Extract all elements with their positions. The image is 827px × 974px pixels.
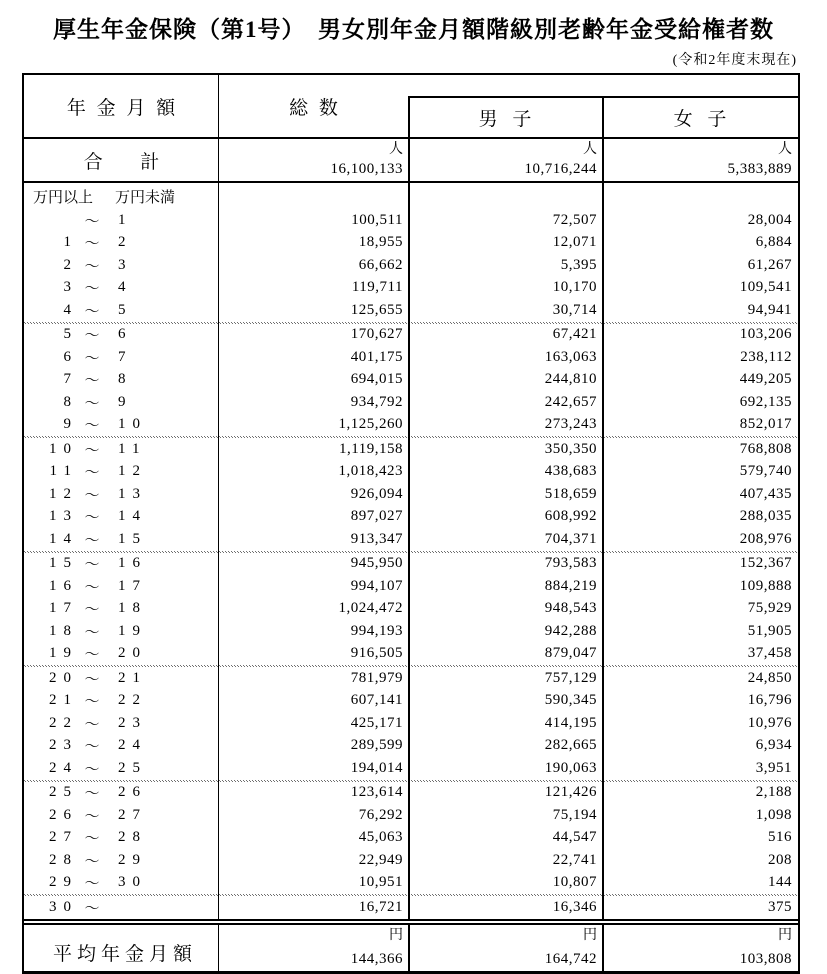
range-lower-value: 24 <box>49 759 78 776</box>
range-label <box>24 735 219 756</box>
table-row <box>24 438 798 461</box>
average-row-label: 平均年金月額 <box>53 943 198 965</box>
cell-female: 3,951 <box>755 759 792 776</box>
cell-female: 1,098 <box>755 806 792 823</box>
range-tilde: ～ <box>84 694 100 711</box>
cell-female: 103,206 <box>739 326 792 343</box>
unit-yen: 円 <box>583 927 597 943</box>
average-cell-female <box>603 925 798 971</box>
table-row <box>24 414 798 437</box>
range-label <box>24 439 219 460</box>
cell-total: 22,949 <box>358 851 403 868</box>
range-label <box>24 414 219 435</box>
range-upper-value: 30 <box>118 874 147 891</box>
range-label <box>24 461 219 482</box>
range-lower-value: 29 <box>49 874 78 891</box>
range-header-row <box>24 183 798 209</box>
table-row <box>24 896 798 919</box>
table-row <box>24 277 798 300</box>
range-lower-value: 26 <box>49 806 78 823</box>
range-lower-value: 27 <box>49 829 78 846</box>
cell-female: 852,017 <box>739 416 792 433</box>
range-upper-value: 17 <box>118 577 147 594</box>
cell-female: 94,941 <box>747 301 792 318</box>
cell-male: 22,741 <box>552 851 597 868</box>
cell-male: 10,807 <box>552 874 597 891</box>
range-lower-value: 7 <box>63 371 78 388</box>
cell-female: 75,929 <box>747 600 792 617</box>
range-tilde: ～ <box>84 876 100 893</box>
range-label <box>24 713 219 734</box>
range-lower-value: 12 <box>49 485 78 502</box>
table-row <box>24 506 798 529</box>
range-upper-value: 24 <box>118 737 147 754</box>
table-row <box>24 804 798 827</box>
cell-male: 75,194 <box>552 806 597 823</box>
table-row <box>24 849 798 872</box>
range-tilde: ～ <box>84 465 100 482</box>
cell-male: 12,071 <box>552 234 597 251</box>
header-total: 総 数 <box>289 97 338 119</box>
range-upper-value: 28 <box>118 829 147 846</box>
range-lower-value: 13 <box>49 508 78 525</box>
range-tilde: ～ <box>84 303 100 320</box>
average-value-male: 164,742 <box>544 950 597 967</box>
range-upper-value: 29 <box>118 851 147 868</box>
table-row <box>24 391 798 414</box>
range-upper-value: 7 <box>118 348 133 365</box>
average-value-total: 144,366 <box>350 950 403 967</box>
range-upper-value: 20 <box>118 645 147 662</box>
range-lower-value: 21 <box>49 692 78 709</box>
table-row <box>24 667 798 690</box>
range-tilde: ～ <box>84 761 100 778</box>
range-lower-value: 6 <box>63 348 78 365</box>
table-row <box>24 346 798 369</box>
range-lower-value: 23 <box>49 737 78 754</box>
range-label <box>24 347 219 368</box>
range-label <box>24 484 219 505</box>
cell-female: 10,976 <box>747 714 792 731</box>
cell-total: 119,711 <box>351 279 403 296</box>
range-header-upper: 万円未満 <box>115 189 176 206</box>
range-lower-value: 11 <box>49 463 78 480</box>
cell-male: 704,371 <box>544 530 597 547</box>
column-divider-3 <box>602 96 604 971</box>
cell-total: 66,662 <box>358 256 403 273</box>
cell-total: 916,505 <box>350 645 403 662</box>
range-label <box>24 897 219 918</box>
range-upper-value: 6 <box>118 326 133 343</box>
cell-male: 757,129 <box>544 669 597 686</box>
range-label <box>24 277 219 298</box>
range-upper-value: 26 <box>118 784 147 801</box>
range-label <box>24 621 219 642</box>
table-row <box>24 620 798 643</box>
cell-total: 45,063 <box>358 829 403 846</box>
cell-female: 152,367 <box>739 555 792 572</box>
range-lower-value: 16 <box>49 577 78 594</box>
range-lower-value: 10 <box>49 440 78 457</box>
date-note: (令和2年度末現在) <box>672 53 797 68</box>
cell-male: 948,543 <box>544 600 597 617</box>
range-tilde: ～ <box>84 716 100 733</box>
range-lower-value: 2 <box>63 256 78 273</box>
cell-male: 16,346 <box>552 898 597 915</box>
range-label <box>24 232 219 253</box>
range-tilde: ～ <box>84 853 100 870</box>
column-divider-2 <box>408 96 410 971</box>
unit-yen: 円 <box>778 927 792 943</box>
table-row <box>24 782 798 805</box>
cell-female: 6,934 <box>755 737 792 754</box>
cell-total: 994,107 <box>350 577 403 594</box>
range-tilde: ～ <box>84 350 100 367</box>
table-row <box>24 369 798 392</box>
table-row <box>24 872 798 895</box>
cell-female: 28,004 <box>747 211 792 228</box>
range-label <box>24 758 219 779</box>
cell-male: 884,219 <box>544 577 597 594</box>
cell-male: 10,170 <box>552 279 597 296</box>
cell-total: 16,721 <box>358 898 403 915</box>
range-upper-value: 12 <box>118 463 147 480</box>
range-label <box>24 782 219 803</box>
cell-male: 72,507 <box>552 211 597 228</box>
range-label <box>24 210 219 231</box>
range-upper-value: 3 <box>118 256 133 273</box>
table-row <box>24 690 798 713</box>
cell-female: 288,035 <box>739 508 792 525</box>
range-tilde: ～ <box>84 373 100 390</box>
range-tilde: ～ <box>84 281 100 298</box>
cell-male: 121,426 <box>544 784 597 801</box>
range-tilde: ～ <box>84 579 100 596</box>
cell-male: 242,657 <box>544 393 597 410</box>
range-lower-value: 9 <box>63 416 78 433</box>
table-header <box>24 75 798 139</box>
cell-male: 438,683 <box>544 463 597 480</box>
cell-male: 608,992 <box>544 508 597 525</box>
range-lower-value: 19 <box>49 645 78 662</box>
table-row <box>24 299 798 322</box>
cell-female: 51,905 <box>747 622 792 639</box>
cell-female: 375 <box>768 898 792 915</box>
cell-male: 30,714 <box>552 301 597 318</box>
range-tilde: ～ <box>84 487 100 504</box>
cell-female: 24,850 <box>747 669 792 686</box>
range-label <box>24 255 219 276</box>
range-tilde: ～ <box>84 328 100 345</box>
range-tilde: ～ <box>84 647 100 664</box>
average-cell-total <box>219 925 409 971</box>
cell-total: 1,119,158 <box>339 440 403 457</box>
range-lower-value: 18 <box>49 622 78 639</box>
range-upper-value: 11 <box>118 440 147 457</box>
cell-male: 273,243 <box>544 416 597 433</box>
range-upper-value: 16 <box>118 555 147 572</box>
pension-table <box>22 73 800 974</box>
header-female: 女 子 <box>673 109 727 130</box>
range-label <box>24 529 219 550</box>
unit-person: 人 <box>389 142 403 157</box>
total-row <box>24 139 798 183</box>
range-label <box>24 392 219 413</box>
cell-male: 5,395 <box>560 256 597 273</box>
range-upper-value: 9 <box>118 393 133 410</box>
unit-person: 人 <box>583 142 597 157</box>
range-upper-value: 10 <box>118 416 147 433</box>
range-tilde: ～ <box>84 395 100 412</box>
range-tilde: ～ <box>84 739 100 756</box>
average-cell-male <box>409 925 603 971</box>
range-lower-value: 14 <box>49 530 78 547</box>
cell-female: 6,884 <box>755 234 792 251</box>
range-lower-value: 4 <box>63 301 78 318</box>
range-upper-value: 23 <box>118 714 147 731</box>
cell-female: 208 <box>768 851 792 868</box>
cell-total: 913,347 <box>350 530 403 547</box>
range-tilde: ～ <box>84 602 100 619</box>
cell-total: 1,125,260 <box>338 416 403 433</box>
header-male: 男 子 <box>478 109 532 130</box>
range-label <box>24 506 219 527</box>
cell-male: 793,583 <box>544 555 597 572</box>
cell-female: 109,888 <box>739 577 792 594</box>
range-tilde: ～ <box>84 236 100 253</box>
range-label <box>24 300 219 321</box>
cell-total: 694,015 <box>350 371 403 388</box>
total-value-total: 16,100,133 <box>330 161 403 177</box>
range-label <box>24 598 219 619</box>
table-row <box>24 757 798 780</box>
range-lower-value: 8 <box>63 393 78 410</box>
range-upper-value: 21 <box>118 669 147 686</box>
range-tilde: ～ <box>84 510 100 527</box>
range-lower-value: 20 <box>49 669 78 686</box>
cell-total: 125,655 <box>350 301 403 318</box>
total-row-label: 合 計 <box>83 151 160 173</box>
table-row <box>24 643 798 666</box>
table-row <box>24 324 798 347</box>
cell-female: 449,205 <box>739 371 792 388</box>
range-label <box>24 324 219 345</box>
cell-female: 109,541 <box>739 279 792 296</box>
cell-female: 768,808 <box>739 440 792 457</box>
range-lower-value: 5 <box>63 326 78 343</box>
cell-male: 879,047 <box>544 645 597 662</box>
range-upper-value: 2 <box>118 234 133 251</box>
range-upper-value: 5 <box>118 301 133 318</box>
cell-male: 350,350 <box>544 440 597 457</box>
range-upper-value: 4 <box>118 279 133 296</box>
range-label <box>24 668 219 689</box>
cell-total: 926,094 <box>350 485 403 502</box>
table-row <box>24 598 798 621</box>
cell-male: 590,345 <box>544 692 597 709</box>
range-header-lower: 万円以上 <box>33 189 94 206</box>
header-pension-amount: 年 金 月 額 <box>66 97 176 119</box>
cell-total: 1,024,472 <box>338 600 403 617</box>
range-label <box>24 643 219 664</box>
unit-person: 人 <box>778 142 792 157</box>
table-row <box>24 712 798 735</box>
cell-total: 781,979 <box>350 669 403 686</box>
cell-female: 692,135 <box>739 393 792 410</box>
cell-total: 897,027 <box>350 508 403 525</box>
cell-female: 579,740 <box>739 463 792 480</box>
cell-female: 37,458 <box>747 645 792 662</box>
cell-total: 18,955 <box>358 234 403 251</box>
range-tilde: ～ <box>84 900 100 917</box>
cell-male: 67,421 <box>552 326 597 343</box>
range-lower-value: 28 <box>49 851 78 868</box>
unit-yen: 円 <box>389 927 403 943</box>
cell-male: 163,063 <box>544 348 597 365</box>
range-label <box>24 576 219 597</box>
table-row <box>24 232 798 255</box>
range-upper-value: 27 <box>118 806 147 823</box>
cell-male: 190,063 <box>544 759 597 776</box>
total-value-male: 10,716,244 <box>524 161 597 177</box>
column-divider-1 <box>218 75 219 971</box>
total-value-female: 5,383,889 <box>727 161 792 177</box>
cell-male: 44,547 <box>552 829 597 846</box>
average-value-female: 103,808 <box>739 950 792 967</box>
cell-male: 282,665 <box>544 737 597 754</box>
total-cell-female <box>603 139 798 181</box>
cell-female: 16,796 <box>747 692 792 709</box>
range-upper-value: 18 <box>118 600 147 617</box>
range-tilde: ～ <box>84 671 100 688</box>
range-tilde: ～ <box>84 418 100 435</box>
cell-female: 516 <box>768 829 792 846</box>
range-label <box>24 805 219 826</box>
cell-female: 2,188 <box>755 784 792 801</box>
cell-total: 194,014 <box>350 759 403 776</box>
cell-total: 289,599 <box>350 737 403 754</box>
cell-total: 425,171 <box>350 714 403 731</box>
table-row <box>24 735 798 758</box>
range-lower-value: 17 <box>49 600 78 617</box>
range-upper-value: 1 <box>118 211 133 228</box>
cell-female: 61,267 <box>747 256 792 273</box>
range-label <box>24 850 219 871</box>
range-tilde: ～ <box>84 624 100 641</box>
cell-total: 401,175 <box>350 348 403 365</box>
range-label <box>24 369 219 390</box>
total-cell-total <box>219 139 409 181</box>
cell-total: 100,511 <box>351 211 403 228</box>
range-upper-value: 19 <box>118 622 147 639</box>
range-lower-value: 1 <box>63 234 78 251</box>
range-upper-value: 14 <box>118 508 147 525</box>
range-tilde: ～ <box>84 557 100 574</box>
range-tilde: ～ <box>84 532 100 549</box>
cell-female: 238,112 <box>740 348 792 365</box>
cell-total: 994,193 <box>350 622 403 639</box>
cell-male: 244,810 <box>544 371 597 388</box>
range-tilde: ～ <box>84 786 100 803</box>
cell-total: 123,614 <box>350 784 403 801</box>
cell-male: 414,195 <box>544 714 597 731</box>
table-row <box>24 827 798 850</box>
range-lower-value: 3 <box>63 279 78 296</box>
page-title: 厚生年金保険（第1号） 男女別年金月額階級別老齢年金受給権者数 <box>53 17 774 42</box>
cell-female: 208,976 <box>739 530 792 547</box>
cell-total: 76,292 <box>358 806 403 823</box>
range-lower-value: 22 <box>49 714 78 731</box>
table-row <box>24 528 798 551</box>
table-row <box>24 461 798 484</box>
cell-total: 607,141 <box>350 692 403 709</box>
range-lower-value: 25 <box>49 784 78 801</box>
range-tilde: ～ <box>84 442 100 459</box>
total-cell-male <box>409 139 603 181</box>
cell-female: 144 <box>768 874 792 891</box>
range-label <box>24 553 219 574</box>
range-tilde: ～ <box>84 831 100 848</box>
range-lower-value: 15 <box>49 555 78 572</box>
table-row <box>24 483 798 506</box>
cell-male: 518,659 <box>544 485 597 502</box>
range-upper-value: 15 <box>118 530 147 547</box>
range-label <box>24 872 219 893</box>
table-row <box>24 254 798 277</box>
range-tilde: ～ <box>84 258 100 275</box>
range-label <box>24 827 219 848</box>
cell-total: 10,951 <box>358 874 403 891</box>
range-tilde: ～ <box>84 213 100 230</box>
cell-male: 942,288 <box>544 622 597 639</box>
table-row <box>24 575 798 598</box>
range-upper-value: 8 <box>118 371 133 388</box>
average-row <box>24 925 798 971</box>
table-body <box>24 209 798 919</box>
range-lower-value: 30 <box>49 898 78 915</box>
range-upper-value: 22 <box>118 692 147 709</box>
range-upper-value: 13 <box>118 485 147 502</box>
cell-female: 407,435 <box>739 485 792 502</box>
cell-total: 170,627 <box>350 326 403 343</box>
cell-total: 945,950 <box>350 555 403 572</box>
range-tilde: ～ <box>84 808 100 825</box>
cell-total: 1,018,423 <box>338 463 403 480</box>
range-upper-value: 25 <box>118 759 147 776</box>
table-row <box>24 553 798 576</box>
table-row <box>24 209 798 232</box>
double-rule <box>24 919 798 925</box>
cell-total: 934,792 <box>350 393 403 410</box>
range-label <box>24 690 219 711</box>
